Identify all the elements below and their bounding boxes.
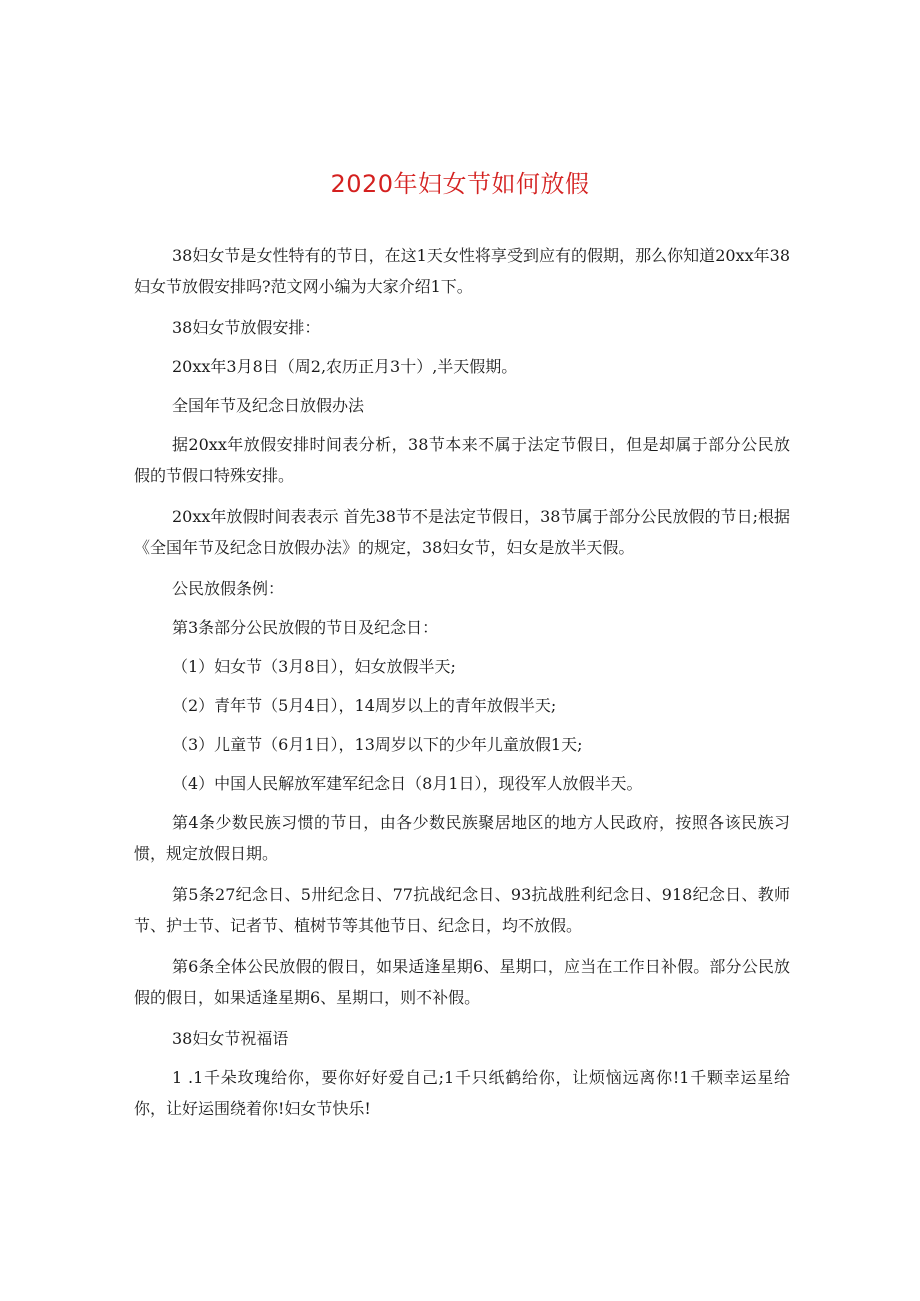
- citizen-rules-heading: 公民放假条例：: [172, 579, 285, 598]
- schedule-paragraph: 20xx年放假时间表表示 首先38节不是法定节假日，38节属于部分公民放假的节日;根据《全国年节及纪念日放假办法》的规定，38妇女节，妇女是放半天假。: [134, 507, 790, 557]
- greetings-heading: 38妇女节祝福语: [172, 1029, 289, 1048]
- analysis-paragraph: 据20xx年放假安排时间表分析，38节本来不属于法定节假日，但是却属于部分公民放假的节假口特殊安排。: [134, 435, 790, 485]
- article-4-paragraph: 第4条少数民族习惯的节日，由各少数民族聚居地区的地方人民政府，按照各该民族习惯，规定放假日期。: [134, 813, 790, 863]
- list-item: （4）中国人民解放军建军纪念日（8月1日），现役军人放假半天。: [172, 774, 643, 793]
- list-item: （1）妇女节（3月8日），妇女放假半天;: [172, 657, 456, 676]
- document-title: 2020年妇女节如何放假: [330, 170, 590, 198]
- holiday-arrangement-heading: 38妇女节放假安排：: [172, 318, 321, 337]
- article-5-paragraph: 第5条27纪念日、5卅纪念日、77抗战纪念日、93抗战胜利纪念日、918纪念日、教师节、护士节、记者节、植树节等其他节日、纪念日，均不放假。: [134, 885, 790, 935]
- regulation-heading: 全国年节及纪念日放假办法: [172, 396, 365, 415]
- document-body: [134, 240, 790, 1134]
- article-3-heading: 第3条部分公民放假的节日及纪念日：: [172, 618, 439, 637]
- greeting-paragraph: 1 .1千朵玫瑰给你，要你好好爱自己;1千只纸鹤给你，让烦恼远离你!1千颗幸运星给你，让好运围绕着你!妇女节快乐!: [134, 1068, 790, 1118]
- list-item: （3）儿童节（6月1日），13周岁以下的少年儿童放假1天;: [172, 735, 583, 754]
- article-6-paragraph: 第6条全体公民放假的假日，如果适逢星期6、星期口，应当在工作日补假。部分公民放假的假日，如果适逢星期6、星期口，则不补假。: [134, 957, 790, 1007]
- holiday-date-line: 20xx年3月8日（周2,农历正月3十）,半天假期。: [172, 357, 518, 376]
- list-item: （2）青年节（5月4日），14周岁以上的青年放假半天;: [172, 696, 557, 715]
- intro-paragraph: 38妇女节是女性特有的节日，在这1天女性将享受到应有的假期，那么你知道20xx年38妇女节放假安排吗?范文网小编为大家介绍1下。: [134, 246, 790, 296]
